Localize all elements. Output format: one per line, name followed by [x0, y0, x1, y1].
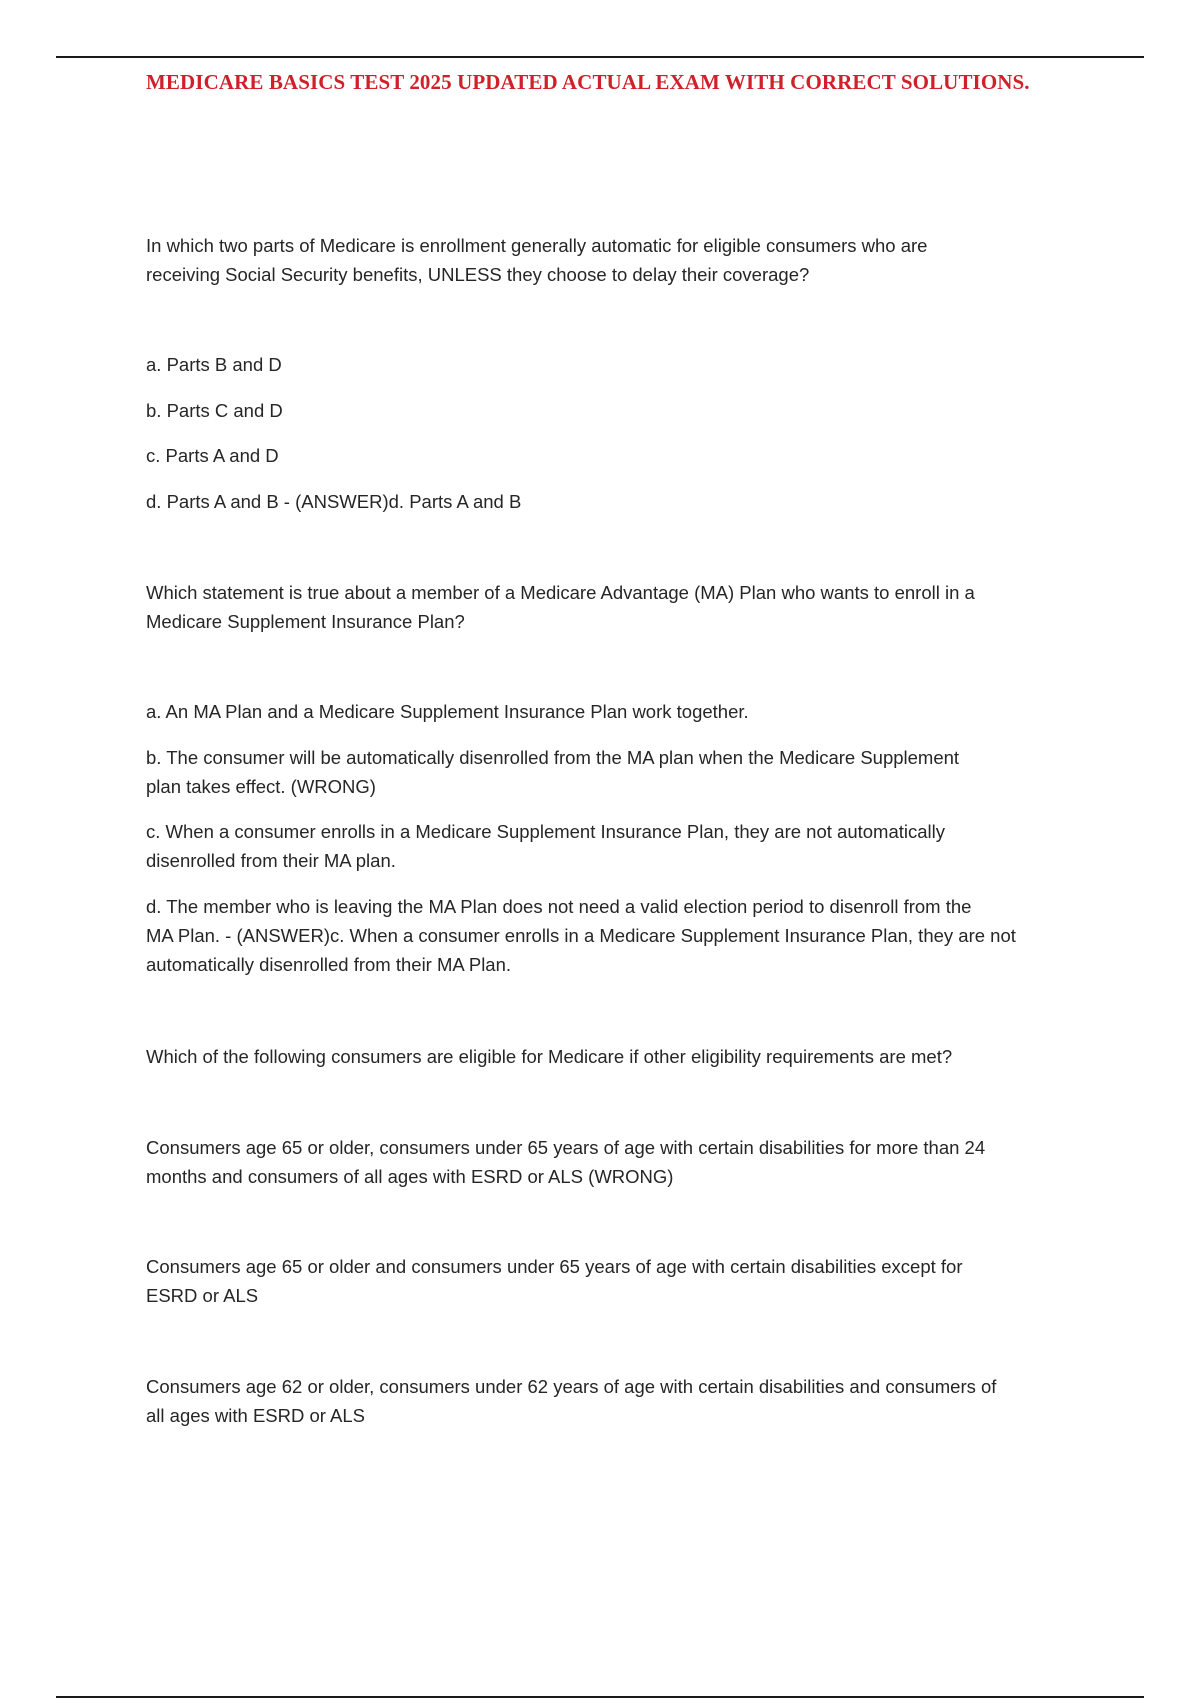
- q2-option-d-line-2: MA Plan. - (ANSWER)c. When a consumer enrolls in a Medicare Supplement Insurance Plan, they are not: [146, 925, 1016, 946]
- q1-option-d-answer: d. Parts A and B - (ANSWER)d. Parts A and B: [146, 491, 522, 512]
- question-1-line-2: receiving Social Security benefits, UNLESS they choose to delay their coverage?: [146, 264, 810, 285]
- question-1: [146, 231, 1096, 289]
- question-2-line-1: Which statement is true about a member of a Medicare Advantage (MA) Plan who wants to enroll in a: [146, 582, 975, 603]
- q2-option-d-line-3: automatically disenrolled from their MA Plan.: [146, 954, 512, 975]
- q2-option-c-line-1: c. When a consumer enrolls in a Medicare Supplement Insurance Plan, they are not automatically: [146, 821, 945, 842]
- question-2-line-2: Medicare Supplement Insurance Plan?: [146, 611, 465, 632]
- q2-option-c: [146, 817, 1096, 875]
- q3-option-1-line-2: months and consumers of all ages with ESRD or ALS (WRONG): [146, 1166, 674, 1187]
- bottom-rule: [56, 1696, 1144, 1698]
- q1-option-c: c. Parts A and D: [146, 445, 279, 466]
- q2-option-b-line-1: b. The consumer will be automatically disenrolled from the MA plan when the Medicare Supplement: [146, 747, 960, 768]
- q2-option-d-line-1: d. The member who is leaving the MA Plan does not need a valid election period to disenroll from the: [146, 896, 972, 917]
- q2-option-b-line-2: plan takes effect. (WRONG): [146, 776, 376, 797]
- q3-option-3-line-2: all ages with ESRD or ALS: [146, 1405, 366, 1426]
- q3-option-2-line-2: ESRD or ALS: [146, 1285, 259, 1306]
- q3-option-1-line-1: Consumers age 65 or older, consumers under 65 years of age with certain disabilities for more than 24: [146, 1137, 986, 1158]
- q2-option-d-answer: [146, 892, 1096, 979]
- q2-option-b: [146, 743, 1096, 801]
- q2-option-a: a. An MA Plan and a Medicare Supplement Insurance Plan work together.: [146, 701, 749, 722]
- q1-option-b: b. Parts C and D: [146, 400, 283, 421]
- q3-option-3-line-1: Consumers age 62 or older, consumers under 62 years of age with certain disabilities and consumers of: [146, 1376, 997, 1397]
- document-title: MEDICARE BASICS TEST 2025 UPDATED ACTUAL EXAM WITH CORRECT SOLUTIONS.: [146, 70, 1030, 94]
- q1-option-a: a. Parts B and D: [146, 354, 282, 375]
- q3-option-2: [146, 1252, 1096, 1310]
- question-1-line-1: In which two parts of Medicare is enrollment generally automatic for eligible consumers who are: [146, 235, 928, 256]
- question-3: Which of the following consumers are eligible for Medicare if other eligibility requirements are met?: [146, 1046, 953, 1067]
- q2-option-c-line-2: disenrolled from their MA plan.: [146, 850, 396, 871]
- top-rule: [56, 56, 1144, 58]
- q3-option-3: [146, 1372, 1096, 1430]
- question-2: [146, 578, 1096, 636]
- q3-option-1: [146, 1133, 1096, 1191]
- q3-option-2-line-1: Consumers age 65 or older and consumers under 65 years of age with certain disabilities except for: [146, 1256, 963, 1277]
